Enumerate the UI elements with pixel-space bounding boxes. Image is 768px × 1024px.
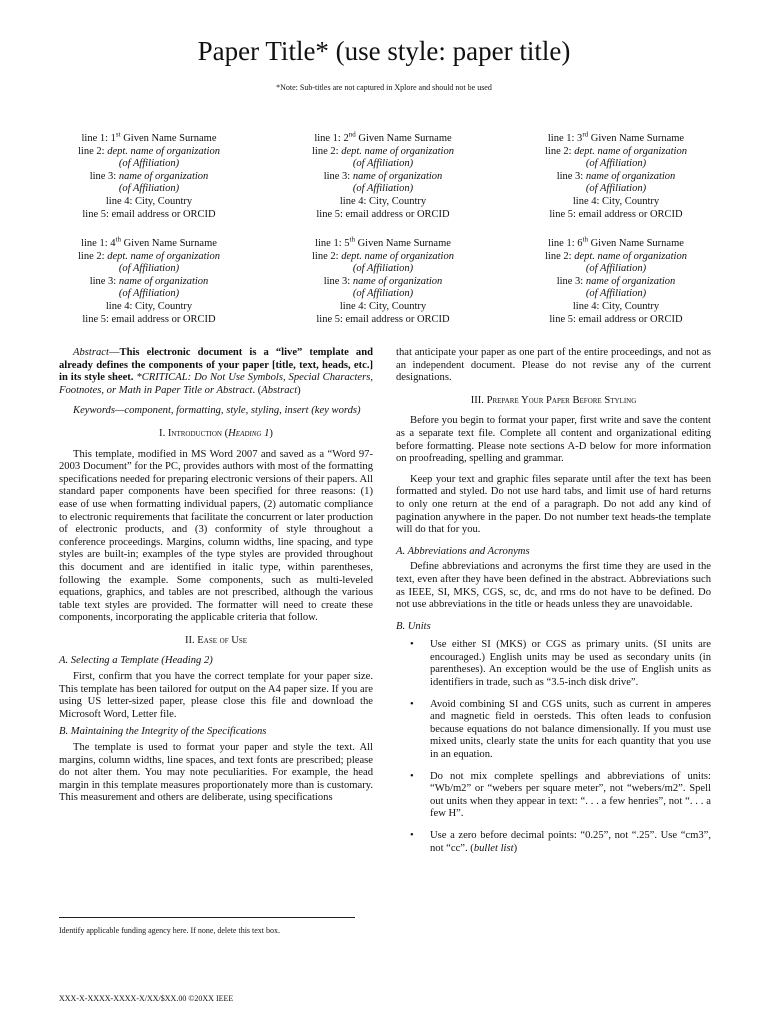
author-line-5: line 5: email address or ORCID <box>316 208 450 220</box>
prepare-paragraph-2: Keep your text and graphic files separate until after the text has been formatted and styled. Do not use hard tabs, and limit use of hard returns to only one return at the end of a paragraph. Do not add any kind of pagination anywhere in the paper. Do not number text heads-the template will do that for you. <box>396 473 711 536</box>
prepare-paragraph-1: Before you begin to format your paper, first write and save the content as a separate text file. Complete all content and organizational editing before formatting. Please note sections A-D below for more information on proofreading, spelling and grammar. <box>396 415 711 465</box>
author-line-1: line 1: 2nd Given Name Surname <box>314 130 452 144</box>
author-line-2: line 2: dept. name of organization <box>545 250 687 262</box>
author-line-5: line 5: email address or ORCID <box>549 313 683 325</box>
continued-paragraph: that anticipate your paper as one part of the entire proceedings, and not as an independent document. Please do not revise any of the current designations. <box>396 347 711 384</box>
author-affiliation-2: (of Affiliation) <box>585 288 647 300</box>
author-line-2: line 2: dept. name of organization <box>312 145 454 157</box>
introduction-paragraph: This template, modified in MS Word 2007 and saved as a “Word 97-2003 Document” for the PC, provides authors with most of the formatting specifications needed for preparing electronic versions of their papers. All standard paper components have been specified for three reasons: (1) ease of use when formatting individual papers, (2) automatic compliance to electronic requirements that facilitate the concurrent or later production of electronic products, and (3) conformity of style throughout a conference proceedings. Margins, column widths, line spacing, and type styles are built-in; examples of the type styles are provided throughout this document and are identified in italic type, within parentheses, following the example. Some components, such as multi-leveled equations, graphics, and tables are not prescribed, although the various table text styles are provided. The formatter will need to create these components, incorporating the applicable criteria that follow. <box>59 448 373 624</box>
author-affiliation-1: (of Affiliation) <box>585 263 647 275</box>
section-heading-prepare: III. Prepare Your Paper Before Styling <box>470 394 637 406</box>
author-line-3: line 3: name of organization <box>89 170 209 182</box>
author-line-3: line 3: name of organization <box>323 275 443 287</box>
bullet-icon: • <box>410 830 414 841</box>
author-line-2: line 2: dept. name of organization <box>78 250 220 262</box>
author-block-6 <box>501 235 731 326</box>
list-item: • Use either SI (MKS) or CGS as primary units. (SI units are encouraged.) English units may be used as secondary units (in parentheses). An exception would be the use of English units as identifiers in trade, such as “3.5-inch disk drive”. <box>410 639 711 689</box>
copyright-footer: XXX-X-XXXX-XXXX-X/XX/$XX.00 ©20XX IEEE <box>59 994 234 1003</box>
subsection-heading-selecting-template: A. Selecting a Template (Heading 2) <box>59 655 213 667</box>
author-affiliation-2: (of Affiliation) <box>352 288 414 300</box>
units-bullet-list <box>396 639 711 855</box>
author-affiliation-2: (of Affiliation) <box>585 183 647 195</box>
subsection-heading-integrity: B. Maintaining the Integrity of the Specifications <box>59 726 267 738</box>
author-affiliation-1: (of Affiliation) <box>118 158 180 170</box>
author-affiliation-1: (of Affiliation) <box>118 263 180 275</box>
author-affiliation-2: (of Affiliation) <box>118 288 180 300</box>
author-line-4: line 4: City, Country <box>572 195 660 207</box>
author-line-1: line 1: 1st Given Name Surname <box>81 130 217 144</box>
section-heading-introduction: I. Introduction (Heading 1) <box>159 427 273 439</box>
right-column <box>396 347 711 864</box>
author-block-4 <box>34 235 264 326</box>
author-line-5: line 5: email address or ORCID <box>549 208 683 220</box>
author-affiliation-2: (of Affiliation) <box>352 183 414 195</box>
author-line-1: line 1: 5th Given Name Surname <box>315 235 451 249</box>
author-line-1: line 1: 6th Given Name Surname <box>548 235 684 249</box>
subtitle-note: *Note: Sub-titles are not captured in Xplore and should not be used <box>276 83 492 92</box>
author-affiliation-2: (of Affiliation) <box>118 183 180 195</box>
author-line-5: line 5: email address or ORCID <box>82 313 216 325</box>
subsection-heading-units: B. Units <box>396 620 431 632</box>
author-line-3: line 3: name of organization <box>323 170 443 182</box>
author-line-5: line 5: email address or ORCID <box>316 313 450 325</box>
list-item: • Do not mix complete spellings and abbreviations of units: “Wb/m2” or “webers per square meter”, not “webers/m2”. Spell out units when they appear in text: “. . . a few henries”, not “. . . a few H”. <box>410 770 711 820</box>
abstract: Abstract—This electronic document is a “live” template and already defines the components of your paper [title, text, heads, etc.] in its style sheet. *CRITICAL: Do Not Use Symbols, Special Characters, Footnotes, or Math in Paper Title or Abstract. (Abstract) <box>59 347 373 396</box>
subsection-heading-abbreviations: A. Abbreviations and Acronyms <box>396 545 530 557</box>
list-item: • Avoid combining SI and CGS units, such as current in amperes and magnetic field in oersteds. This often leads to confusion because equations do not balance dimensionally. If you must use mixed units, clearly state the units for each quantity that you use in an equation. <box>410 698 711 761</box>
author-block-1 <box>34 130 264 221</box>
author-line-5: line 5: email address or ORCID <box>82 208 216 220</box>
author-affiliation-1: (of Affiliation) <box>352 263 414 275</box>
paper-title: Paper Title* (use style: paper title) <box>197 36 571 66</box>
funding-footnote[interactable]: Identify applicable funding agency here. If none, delete this text box. <box>59 926 281 935</box>
author-affiliation-1: (of Affiliation) <box>585 158 647 170</box>
author-line-1: line 1: 4th Given Name Surname <box>81 235 217 249</box>
author-block-5 <box>268 235 498 326</box>
integrity-paragraph: The template is used to format your paper and style the text. All margins, column widths, line spaces, and text fonts are prescribed; please do not alter them. You may note peculiarities. For example, the head margin in this template measures proportionately more than is customary. This measurement and others are deliberate, using specifications <box>59 742 373 804</box>
author-line-3: line 3: name of organization <box>556 170 676 182</box>
abbreviations-paragraph: Define abbreviations and acronyms the first time they are used in the text, even after they have been defined in the abstract. Abbreviations such as IEEE, SI, MKS, CGS, sc, dc, and rms do not have to be defined. Do not use abbreviations in the title or heads unless they are unavoidable. <box>396 561 711 611</box>
author-block-2 <box>268 130 498 221</box>
author-line-4: line 4: City, Country <box>105 300 193 312</box>
bullet-icon: • <box>410 698 414 710</box>
author-line-4: line 4: City, Country <box>105 195 193 207</box>
author-line-2: line 2: dept. name of organization <box>78 145 220 157</box>
author-line-3: line 3: name of organization <box>556 275 676 287</box>
author-line-2: line 2: dept. name of organization <box>312 250 454 262</box>
author-block-3 <box>501 130 731 221</box>
author-line-3: line 3: name of organization <box>89 275 209 287</box>
footnote-divider <box>59 917 355 918</box>
author-line-4: line 4: City, Country <box>572 300 660 312</box>
author-line-1: line 1: 3rd Given Name Surname <box>547 130 685 144</box>
author-affiliation-1: (of Affiliation) <box>352 158 414 170</box>
keywords: Keywords—component, formatting, style, styling, insert (key words) <box>73 405 361 417</box>
bullet-icon: • <box>410 639 414 651</box>
author-line-2: line 2: dept. name of organization <box>545 145 687 157</box>
left-column <box>59 347 373 805</box>
bullet-icon: • <box>410 770 414 782</box>
author-line-4: line 4: City, Country <box>339 195 427 207</box>
selecting-template-paragraph: First, confirm that you have the correct template for your paper size. This template has been tailored for output on the A4 paper size. If you are using US letter-sized paper, please close this file and download the Microsoft Word, Letter file. <box>59 671 373 720</box>
list-item: • Use a zero before decimal points: “0.25”, not “.25”. Use “cm3”, not “cc”. (bullet list) <box>410 830 711 854</box>
author-line-4: line 4: City, Country <box>339 300 427 312</box>
section-heading-ease-of-use: II. Ease of Use <box>184 634 248 646</box>
